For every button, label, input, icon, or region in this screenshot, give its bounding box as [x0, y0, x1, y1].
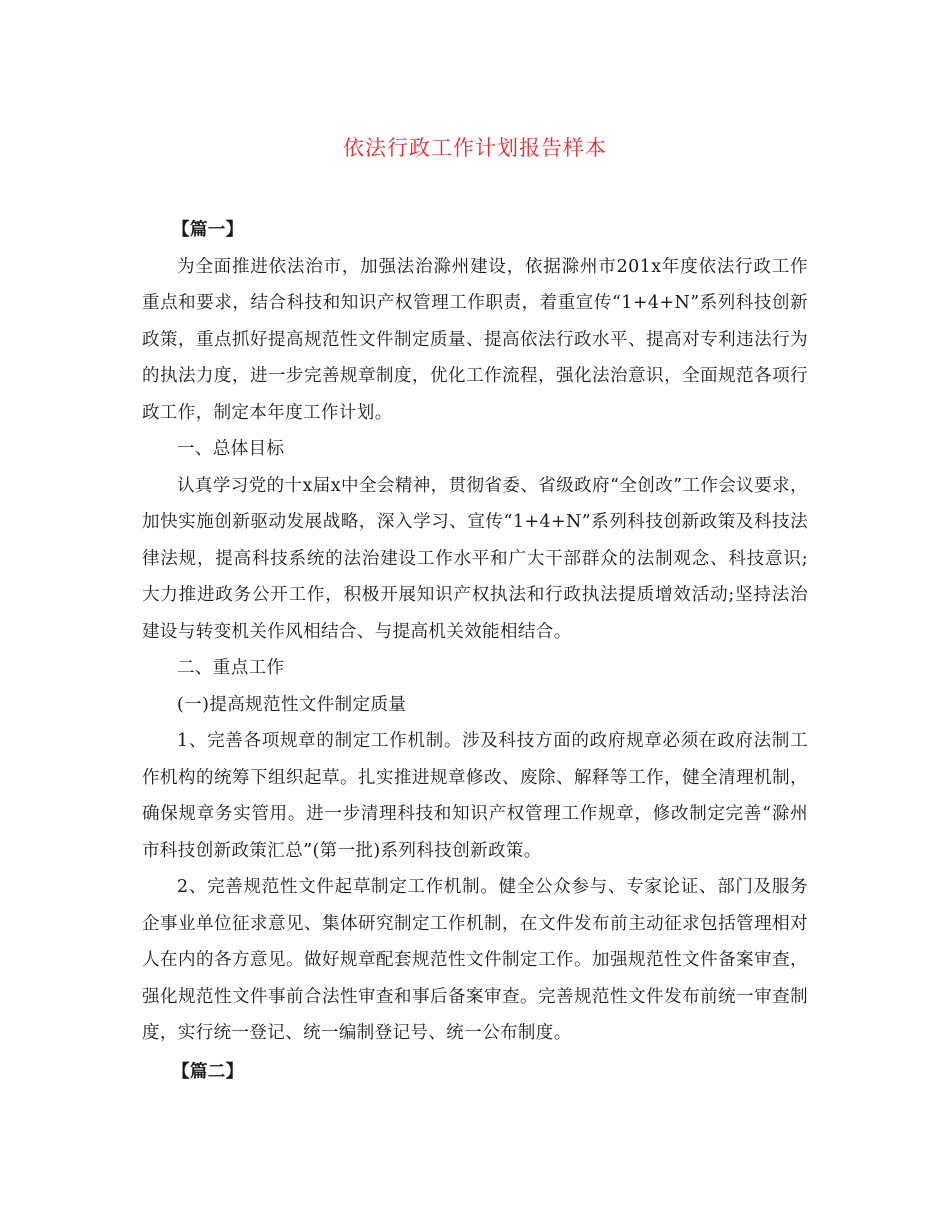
document-title: 依法行政工作计划报告样本: [343, 136, 607, 160]
intro-paragraph: 为全面推进依法治市，加强法治滁州建设，依据滁州市201x年度依法行政工作重点和要求，结合科技和知识产权管理工作职责，着重宣传“1+4+N”系列科技创新政策，重点抓好提高规范性文件制定质量、提高依法行政水平、提高对专利违法行为的执法力度，进一步完善规章制度，优化工作流程，强化法治意识，全面规范各项行政工作，制定本年度工作计划。: [142, 256, 808, 423]
goal-paragraph: 认真学习党的十x届x中全会精神，贯彻省委、省级政府“全创改”工作会议要求，加快实施创新驱动发展战略，深入学习、宣传“1+4+N”系列科技创新政策及科技法律法规，提高科技系统的法治建设工作水平和广大干部群众的法制观念、科技意识;大力推进政务公开工作，积极开展知识产权执法和行政执法提质增效活动;坚持法治建设与转变机关作风相结合、与提高机关效能相结合。: [142, 475, 808, 642]
section-mark-1: 【篇一】: [172, 220, 244, 240]
item-2-paragraph: 2、完善规范性文件起草制定工作机制。健全公众参与、专家论证、部门及服务企事业单位征求意见、集体研究制定工作机制，在文件发布前主动征求包括管理相对人在内的各方意见。做好规章配套规范性文件制定工作。加强规范性文件备案审查，强化规范性文件事前合法性审查和事后备案审查。完善规范性文件发布前统一审查制度，实行统一登记、统一编制登记号、统一公布制度。: [142, 877, 808, 1043]
heading-overall-goal: 一、总体目标: [177, 439, 285, 459]
item-1-paragraph: 1、完善各项规章的制定工作机制。涉及科技方面的政府规章必须在政府法制工作机构的统筹下组织起草。扎实推进规章修改、废除、解释等工作，健全清理机制，确保规章务实管用。进一步清理科技和知识产权管理工作规章，修改制定完善“滁州市科技创新政策汇总”(第一批)系列科技创新政策。: [142, 731, 808, 861]
section-mark-2: 【篇二】: [172, 1061, 244, 1082]
document-body: [142, 212, 808, 1090]
heading-key-work: 二、重点工作: [177, 658, 285, 678]
sub-heading-document-quality: (一)提高规范性文件制定质量: [177, 694, 407, 715]
